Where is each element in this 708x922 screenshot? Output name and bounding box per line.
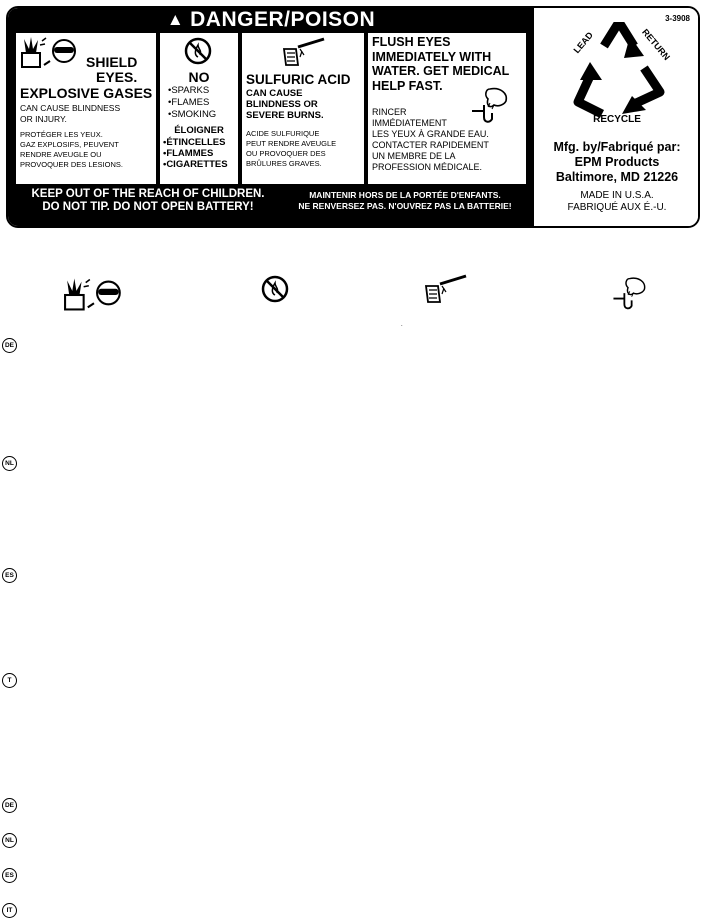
panel-sulfuric-acid [242, 33, 364, 184]
panel3-fr-line: BRÛLURES GRAVES. [246, 159, 322, 168]
panel4-fr-line: PROFESSION MÉDICALE. [372, 162, 483, 172]
label-title [8, 8, 534, 32]
recycle-label: RECYCLE [593, 114, 641, 125]
language-badge-nl: NL [2, 456, 17, 471]
panel-flush-eyes [368, 33, 526, 184]
panel3-en-text [246, 88, 324, 121]
eloigner-heading: ÉLOIGNER [174, 125, 224, 136]
panel1-line: OR INJURY. [20, 113, 67, 124]
flush-line: WATER. GET MEDICAL [372, 64, 510, 78]
panel3-fr-text [246, 129, 336, 169]
panel1-fr-line: PROVOQUER DES LESIONS. [20, 160, 123, 169]
recycle-lead-text: LEAD [571, 29, 595, 56]
bottom-en-line: KEEP OUT OF THE REACH OF CHILDREN. [31, 188, 265, 200]
no-items [168, 85, 216, 121]
eyes-heading: EYES. [96, 69, 138, 85]
language-badge-nl: NL [2, 833, 17, 848]
bottom-warning-fr [280, 190, 530, 212]
mfg-line: EPM Products [574, 155, 660, 169]
explosion-goggles-icon [63, 274, 127, 316]
bottom-fr-line: MAINTENIR HORS DE LA PORTÉE D'ENFANTS. [309, 190, 501, 200]
mfg-line: Mfg. by/Fabriqué par: [553, 140, 681, 154]
no-heading: NO [188, 69, 210, 85]
language-badge-it: IT [2, 903, 17, 918]
made-line: MADE IN U.S.A. [580, 190, 654, 201]
no-flame-icon [260, 274, 290, 304]
panel1-en-text [20, 103, 120, 124]
stray-dot: . [401, 322, 403, 328]
no-flame-icon [183, 36, 213, 66]
panel1-line: CAN CAUSE BLINDNESS [20, 103, 121, 113]
made-line: FABRIQUÉ AUX É.-U. [567, 202, 667, 213]
no-item: •FLAMES [168, 97, 210, 108]
fr-item: •ÉTINCELLES [163, 137, 226, 148]
panel3-fr-line: ACIDE SULFURIQUE [246, 129, 320, 138]
panel3-line: CAN CAUSE [246, 88, 303, 99]
flush-line: FLUSH EYES [372, 35, 451, 49]
bottom-warning-en [18, 188, 278, 214]
panel3-line: BLINDNESS OR [246, 99, 318, 110]
panel4-fr-line: CONTACTER RAPIDEMENT [372, 140, 489, 150]
panel1-fr-line: GAZ EXPLOSIFS, PEUVENT [20, 140, 119, 149]
language-badge-es: ES [2, 868, 17, 883]
manufacturer-info [536, 140, 698, 185]
flush-line: IMMEDIATELY WITH [372, 49, 492, 64]
label-code: 3-3908 [665, 14, 690, 23]
panel1-fr-line: RENDRE AVEUGLE OU [20, 150, 102, 159]
label-title-text: DANGER/POISON [190, 8, 376, 31]
warning-triangle-icon: ▲ [166, 10, 185, 29]
eye-flush-icon [608, 274, 648, 314]
panel3-fr-line: PEUT RENDRE AVEUGLE [246, 139, 337, 148]
bottom-en-line: DO NOT TIP. DO NOT OPEN BATTERY! [42, 201, 254, 213]
panel4-fr-line: UN MEMBRE DE LA [372, 151, 456, 161]
panel4-fr-line: LES YEUX À GRANDE EAU. [372, 129, 489, 139]
panel4-fr-text [372, 107, 489, 173]
fr-items [163, 137, 228, 170]
danger-poison-label [6, 6, 700, 228]
panel1-fr-line: PROTÉGER LES YEUX. [20, 130, 103, 139]
no-item: •SMOKING [168, 109, 217, 120]
panel4-fr-line: IMMÉDIATEMENT [372, 118, 447, 128]
explosive-gases-heading: EXPLOSIVE GASES [20, 85, 153, 101]
shield-heading: SHIELD [86, 54, 138, 70]
fr-item: •CIGARETTES [163, 159, 228, 170]
explosion-goggles-icon [20, 35, 82, 71]
panel-shield-eyes [16, 33, 156, 184]
recycle-return-text: RETURN [640, 26, 672, 63]
language-badge-t: T [2, 673, 17, 688]
mfg-line: Baltimore, MD 21226 [555, 170, 679, 184]
fr-item: •FLAMMES [163, 148, 214, 159]
recycle-panel [536, 8, 698, 226]
flush-line: HELP FAST. [372, 78, 443, 93]
language-badge-de: DE [2, 798, 17, 813]
acid-hand-icon [280, 37, 328, 67]
no-item: •SPARKS [168, 85, 210, 96]
bottom-fr-line: NE RENVERSEZ PAS. N'OUVREZ PAS LA BATTERIE! [298, 201, 512, 211]
language-badge-de: DE [2, 338, 17, 353]
language-badge-es: ES [2, 568, 17, 583]
acid-hand-icon [422, 274, 470, 304]
sulfuric-acid-heading: SULFURIC ACID [246, 72, 351, 87]
panel4-fr-line: RINCER [372, 107, 407, 117]
made-in-info [536, 190, 698, 214]
panel-no-flames [160, 33, 238, 184]
panel1-fr-text [20, 130, 123, 170]
panel3-fr-line: OU PROVOQUER DES [246, 149, 326, 158]
panel3-line: SEVERE BURNS. [246, 110, 324, 121]
